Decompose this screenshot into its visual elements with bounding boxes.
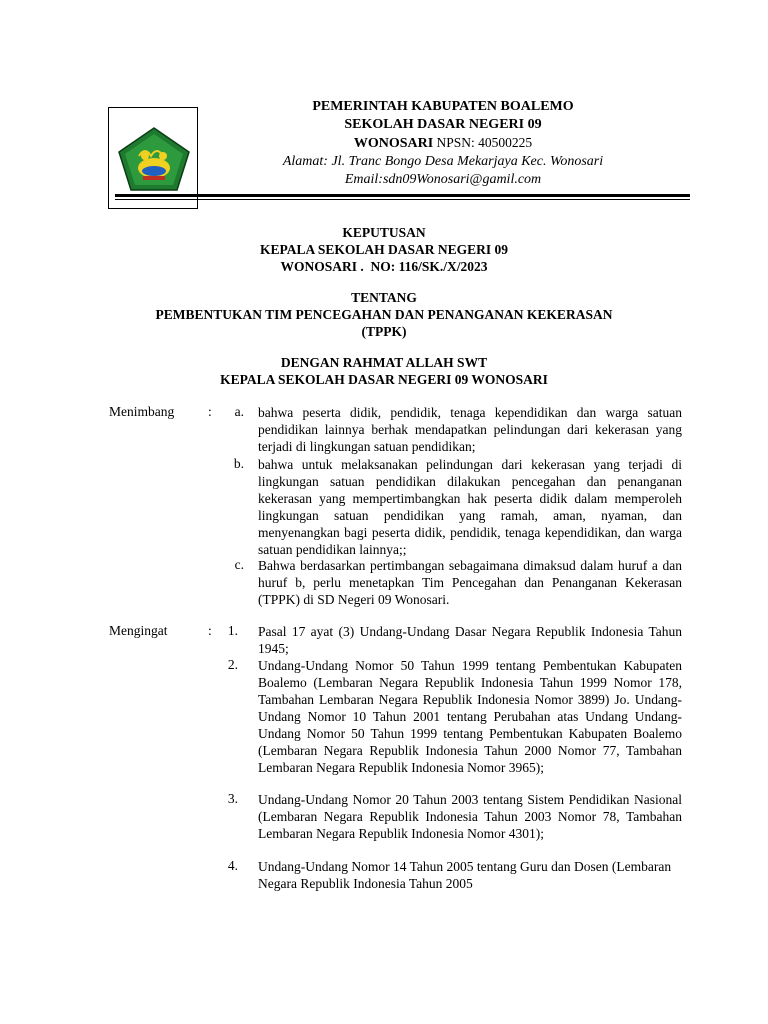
boalemo-emblem-icon (117, 126, 191, 192)
letterhead-rule-thin (115, 199, 690, 200)
preamble-line1: DENGAN RAHMAT ALLAH SWT (280, 355, 488, 370)
decree-subject-line3: (TPPK) (361, 324, 407, 339)
menimbang-marker-b: b. (233, 456, 244, 471)
letterhead-rule-thick (115, 194, 690, 197)
menimbang-label: Menimbang (109, 404, 175, 419)
school-district: WONOSARI (353, 136, 434, 151)
school-npsn: NPSN: 40500225 (436, 135, 533, 150)
decree-preamble (100, 354, 668, 388)
mengingat-item-3: Undang-Undang Nomor 20 Tahun 2003 tentang Sistem Pendidikan Nasional (Lembaran Negara Republik Indonesia Tahun 2003 Nomor 78, Tambahan Lembaran Negara Republik Indonesia Nomor 4301); (258, 792, 682, 841)
menimbang-marker-c: c. (234, 557, 244, 572)
mengingat-marker-2: 2. (227, 657, 238, 672)
mengingat-colon: : (208, 623, 212, 638)
decree-title-line2: KEPALA SEKOLAH DASAR NEGERI 09 (259, 242, 509, 257)
school-name: SEKOLAH DASAR NEGERI 09 (344, 117, 542, 132)
mengingat-item-1: Pasal 17 ayat (3) Undang-Undang Dasar Negara Republik Indonesia Tahun 1945; (258, 624, 682, 656)
preamble-line2: KEPALA SEKOLAH DASAR NEGERI 09 WONOSARI (220, 372, 548, 387)
menimbang-marker-a: a. (234, 404, 244, 419)
mengingat-label: Mengingat (109, 623, 168, 638)
menimbang-item-a: bahwa peserta didik, pendidik, tenaga kependidikan dan warga satuan pendidikan lainnya berhak mendapatkan pelindungan dari kekerasan yang terjadi di lingkungan satuan pendidikan; (258, 405, 682, 454)
decree-subject-line2: PEMBENTUKAN TIM PENCEGAHAN DAN PENANGANAN KEKERASAN (155, 307, 613, 322)
school-address: Alamat: Jl. Tranc Bongo Desa Mekarjaya Kec. Wonosari (282, 154, 604, 169)
decree-title (100, 224, 668, 275)
mengingat-item-4: Undang-Undang Nomor 14 Tahun 2005 tentang Guru dan Dosen (Lembaran Negara Republik Indonesia Tahun 2005 (258, 859, 672, 891)
mengingat-marker-1: 1. (227, 623, 238, 638)
decree-subject-line1: TENTANG (351, 290, 417, 305)
decree-subject (100, 289, 668, 340)
menimbang-item-b: bahwa untuk melaksanakan pelindungan dari kekerasan yang terjadi di lingkungan satuan pendidikan dilakukan pencegahan dan penanganan kekerasan yang mempertimbangkan hak peserta didik dalam memperoleh lingkungan satuan pendidikan yang ramah, aman, nyaman, dan menyenangkan bagi peserta didik, pendidik, tenaga kependidikan, dan warga satuan pendidikan lainnya;; (258, 457, 682, 557)
decree-title-line1: KEPUTUSAN (342, 225, 426, 240)
mengingat-marker-4: 4. (227, 858, 238, 873)
menimbang-colon: : (208, 404, 212, 419)
school-location-line (198, 134, 688, 153)
menimbang-item-c: Bahwa berdasarkan pertimbangan sebagaimana dimaksud dalam huruf a dan huruf b, perlu menetapkan Tim Pencegahan dan Penanganan Kekerasan (TPPK) di SD Negeri 09 Wonosari. (258, 558, 682, 607)
mengingat-marker-3: 3. (227, 791, 238, 806)
government-name: PEMERINTAH KABUPATEN BOALEMO (312, 99, 574, 114)
letterhead (198, 98, 688, 189)
decree-title-line3: WONOSARI . NO: 116/SK./X/2023 (280, 259, 488, 274)
mengingat-item-2: Undang-Undang Nomor 50 Tahun 1999 tentang Pembentukan Kabupaten Boalemo (Lembaran Negara Republik Indonesia Tahun 1999 Nomor 178, Tambahan Lembaran Negara Republik Indonesia Nomor 3899) Jo. Undang-Undang Nomor 10 Tahun 2001 tentang Perubahan atas Undang Undang-Undang Nomor 50 Tahun 1999 tentang Pembentukan Kabupaten Boalemo (Lembaran Negara Republik Indonesia Tahun 2000 Nomor 77, Tambahan Lembaran Negara Republik Indonesia Nomor 3965); (258, 658, 682, 775)
school-email: Email:sdn09Wonosari@gamil.com (344, 172, 542, 187)
